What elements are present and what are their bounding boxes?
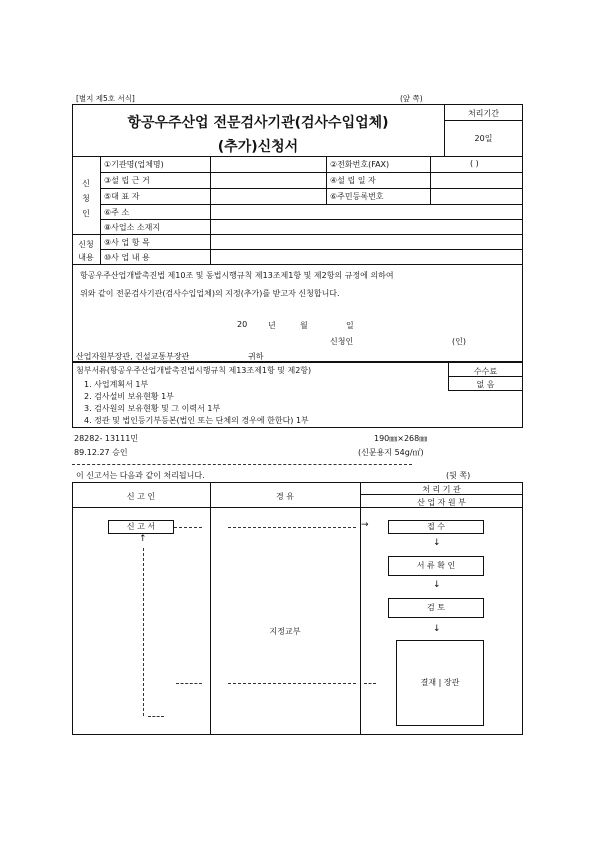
applicant-signature-label: 신청인 bbox=[330, 337, 354, 346]
attachment-item: 1. 사업계획서 1부 bbox=[84, 380, 149, 389]
application-side-label: 신청 내용 bbox=[78, 240, 94, 262]
fee-value: 없 음 bbox=[476, 380, 495, 389]
col-reporter-header: 신 고 인 bbox=[126, 492, 156, 501]
office-location-label: ⑧사업소 소재지 bbox=[104, 223, 161, 232]
business-items-label: ⑨사 업 항 목 bbox=[104, 238, 150, 247]
paper-type: (신문용지 54g/㎡) bbox=[358, 448, 424, 457]
via-designation-text: 지정교부 bbox=[269, 627, 301, 636]
col-handler-sub-header: 산 업 자 원 부 bbox=[417, 498, 466, 507]
step-receipt-box: 접 수 bbox=[388, 520, 484, 534]
date-year: 20 bbox=[237, 320, 248, 329]
statement-line1: 항공우주산업개발촉진법 제10조 및 동법시행규칙 제13조제1항 및 제2항의 규정에 의하여 bbox=[80, 271, 394, 280]
process-intro: 이 신고서는 다음과 같이 처리됩니다. bbox=[76, 471, 205, 480]
phone-label: ②전화번호(FAX) bbox=[330, 160, 390, 169]
paper-size: 190㎜×268㎜ bbox=[374, 434, 428, 443]
arrow-up-icon: ↑ bbox=[139, 534, 147, 544]
applicant-side-label: 신 청 인 bbox=[82, 179, 90, 218]
front-side-label: (앞 쪽) bbox=[400, 94, 423, 103]
date-year-unit: 년 bbox=[268, 321, 276, 330]
attachment-item: 4. 정관 및 법인등기부등본(법인 또는 단체의 경우에 한한다) 1부 bbox=[84, 416, 309, 425]
resident-number-label: ⑥주민등록번호 bbox=[330, 192, 384, 201]
phone-value[interactable]: ( ) bbox=[470, 159, 479, 168]
form-title-line2: (추가)신청서 bbox=[217, 139, 299, 155]
legal-basis-label: ③설 립 근 거 bbox=[104, 176, 150, 185]
seal-label: (인) bbox=[452, 337, 466, 346]
date-day-unit: 일 bbox=[346, 321, 354, 330]
form-number: [별지 제5호 서식] bbox=[76, 94, 135, 103]
founding-date-label: ④설 립 일 자 bbox=[330, 176, 376, 185]
step-document-check-box: 서 류 확 인 bbox=[388, 556, 484, 576]
processing-period-value: 20일 bbox=[474, 134, 493, 143]
step-approval-box: 결재 | 장관 bbox=[396, 640, 484, 726]
attachment-item: 2. 검사설비 보유현황 1부 bbox=[84, 392, 174, 401]
honorific: 귀하 bbox=[248, 352, 264, 361]
form-code: 28282- 13111민 bbox=[74, 434, 139, 443]
business-content-label: ⑩사 업 내 용 bbox=[104, 253, 150, 262]
arrow-down-icon: ↓ bbox=[433, 538, 441, 548]
attachment-item: 3. 검사원의 보유현황 및 그 이력서 1부 bbox=[84, 404, 221, 413]
address-label: ⑥주 소 bbox=[104, 208, 130, 217]
arrow-down-icon: ↓ bbox=[433, 624, 441, 634]
statement-line2: 위와 같이 전문검사기관(검사수입업체)의 지정(추가)를 받고자 신청합니다. bbox=[80, 289, 340, 298]
representative-label: ⑤대 표 자 bbox=[104, 192, 140, 201]
col-via-header: 경 유 bbox=[276, 492, 294, 501]
form-title-line1: 항공우주산업 전문검사기관(검사수입업체) bbox=[127, 115, 389, 131]
report-form-box: 신 고 서 bbox=[108, 520, 174, 534]
fee-label: 수수료 bbox=[473, 367, 498, 376]
col-handler-header: 처 리 기 관 bbox=[422, 485, 461, 494]
attachments-title: 첨부서류(항공우주산업개발촉진법시행규칙 제13조제1항 및 제2항) bbox=[76, 366, 312, 375]
processing-period-label: 처리기간 bbox=[468, 109, 499, 118]
arrow-down-icon: ↓ bbox=[433, 580, 441, 590]
approval-date: 89.12.27 승인 bbox=[74, 448, 128, 457]
recipient: 산업자원부장관, 건설교통부장관 bbox=[76, 352, 190, 361]
arrow-right-icon: → bbox=[361, 520, 369, 530]
date-month-unit: 월 bbox=[300, 321, 308, 330]
org-name-label: ①기관명(업체명) bbox=[104, 160, 164, 169]
back-side-label: (뒷 쪽) bbox=[446, 471, 471, 480]
step-review-box: 검 토 bbox=[388, 598, 484, 618]
